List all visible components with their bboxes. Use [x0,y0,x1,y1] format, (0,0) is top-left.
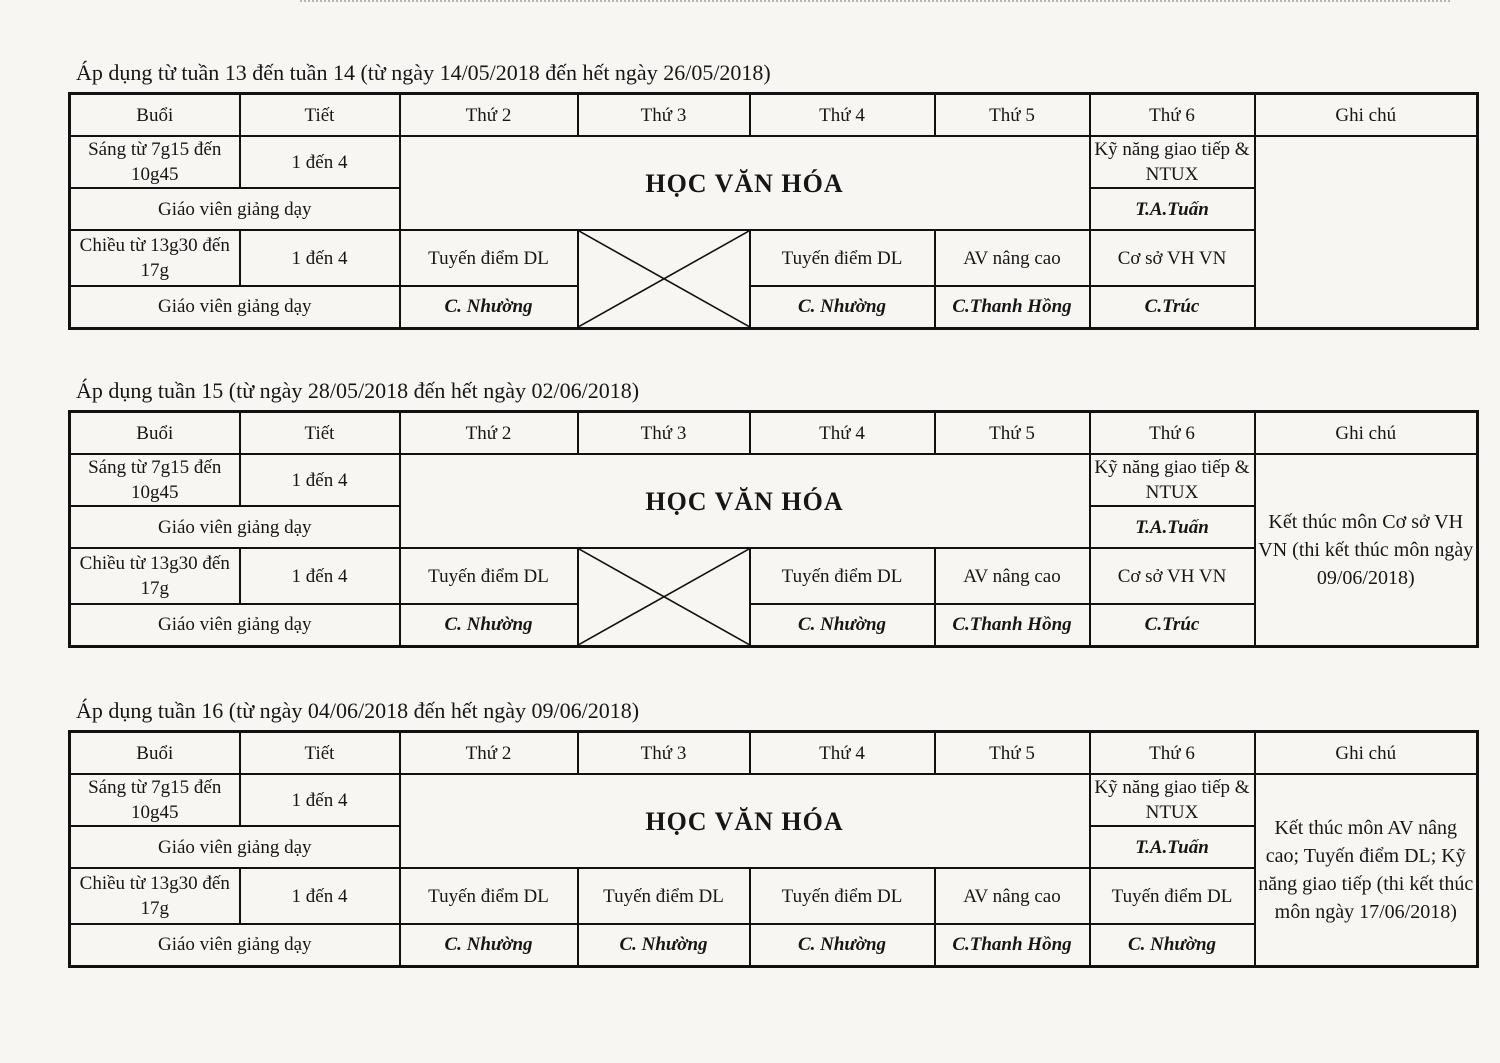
afternoon-teacher: C.Thanh Hồng [935,924,1090,966]
column-header-day: Thứ 4 [750,94,935,137]
cross-mark-icon [579,231,749,327]
column-header-day: Thứ 3 [578,94,750,137]
morning-row [70,774,1478,826]
schedule-section-1 [68,58,1478,330]
afternoon-teacher: C.Trúc [1090,604,1255,646]
column-header-period: Tiết [240,412,400,455]
schedule-table [68,92,1479,330]
culture-study-block: HỌC VĂN HÓA [400,774,1090,868]
afternoon-session-label: Chiều từ 13g30 đến 17g [70,230,240,286]
column-header-day: Thứ 5 [935,412,1090,455]
column-header-day: Thứ 2 [400,94,578,137]
column-header-day: Thứ 4 [750,732,935,775]
column-header-day: Thứ 5 [935,94,1090,137]
afternoon-teacher-label: Giáo viên giảng dạy [70,286,400,328]
afternoon-subject: AV nâng cao [935,868,1090,924]
page-top-edge [300,0,1450,6]
culture-study-block: HỌC VĂN HÓA [400,454,1090,548]
no-class-cross-cell [578,548,750,646]
afternoon-subject: Cơ sở VH VN [1090,548,1255,604]
afternoon-subject: Cơ sở VH VN [1090,230,1255,286]
schedule-table [68,730,1479,968]
friday-morning-subject: Kỹ năng giao tiếp & NTUX [1090,136,1255,188]
column-header-period: Tiết [240,732,400,775]
afternoon-teacher: C. Nhường [750,286,935,328]
morning-row [70,136,1478,188]
morning-periods: 1 đến 4 [240,454,400,506]
culture-study-block: HỌC VĂN HÓA [400,136,1090,230]
afternoon-teacher: C.Thanh Hồng [935,286,1090,328]
header-row [70,732,1478,775]
column-header-notes: Ghi chú [1255,412,1478,455]
morning-periods: 1 đến 4 [240,774,400,826]
schedule-section-3 [68,696,1478,968]
friday-morning-teacher: T.A.Tuấn [1090,188,1255,230]
afternoon-teacher: C.Thanh Hồng [935,604,1090,646]
afternoon-subject: Tuyến điểm DL [750,548,935,604]
morning-teacher-label: Giáo viên giảng dạy [70,188,400,230]
section-heading: Áp dụng từ tuần 13 đến tuần 14 (từ ngày 14/05/2018 đến hết ngày 26/05/2018) [76,60,771,85]
morning-session-label: Sáng từ 7g15 đến 10g45 [70,136,240,188]
schedule-table [68,410,1479,648]
afternoon-subject: Tuyến điểm DL [750,230,935,286]
notes-cell: Kết thúc môn Cơ sở VH VN (thi kết thúc môn ngày 09/06/2018) [1255,454,1478,646]
column-header-session: Buổi [70,412,240,455]
cross-mark-icon [579,549,749,645]
column-header-notes: Ghi chú [1255,94,1478,137]
afternoon-teacher: C.Trúc [1090,286,1255,328]
column-header-day: Thứ 2 [400,732,578,775]
friday-morning-teacher: T.A.Tuấn [1090,506,1255,548]
section-heading: Áp dụng tuần 16 (từ ngày 04/06/2018 đến hết ngày 09/06/2018) [76,698,640,723]
schedule-section-2 [68,376,1478,648]
notes-cell: Kết thúc môn AV nâng cao; Tuyến điểm DL; Kỹ năng giao tiếp (thi kết thúc môn ngày 17/06/2018) [1255,774,1478,966]
afternoon-subject: Tuyến điểm DL [578,868,750,924]
morning-session-label: Sáng từ 7g15 đến 10g45 [70,454,240,506]
afternoon-subject: Tuyến điểm DL [400,868,578,924]
column-header-day: Thứ 4 [750,412,935,455]
afternoon-periods: 1 đến 4 [240,230,400,286]
afternoon-periods: 1 đến 4 [240,548,400,604]
afternoon-teacher: C. Nhường [578,924,750,966]
column-header-day: Thứ 6 [1090,94,1255,137]
afternoon-teacher: C. Nhường [400,604,578,646]
afternoon-teacher: C. Nhường [400,924,578,966]
afternoon-subject: Tuyến điểm DL [1090,868,1255,924]
column-header-day: Thứ 3 [578,732,750,775]
afternoon-subject: Tuyến điểm DL [400,230,578,286]
column-header-period: Tiết [240,94,400,137]
afternoon-subject: AV nâng cao [935,548,1090,604]
no-class-cross-cell [578,230,750,328]
morning-periods: 1 đến 4 [240,136,400,188]
morning-teacher-label: Giáo viên giảng dạy [70,506,400,548]
friday-morning-teacher: T.A.Tuấn [1090,826,1255,868]
morning-row [70,454,1478,506]
column-header-notes: Ghi chú [1255,732,1478,775]
afternoon-teacher: C. Nhường [750,604,935,646]
morning-teacher-label: Giáo viên giảng dạy [70,826,400,868]
section-heading: Áp dụng tuần 15 (từ ngày 28/05/2018 đến hết ngày 02/06/2018) [76,378,640,403]
notes-cell [1255,136,1478,328]
afternoon-session-label: Chiều từ 13g30 đến 17g [70,548,240,604]
column-header-day: Thứ 6 [1090,412,1255,455]
afternoon-teacher: C. Nhường [400,286,578,328]
column-header-session: Buổi [70,94,240,137]
afternoon-session-label: Chiều từ 13g30 đến 17g [70,868,240,924]
column-header-day: Thứ 5 [935,732,1090,775]
friday-morning-subject: Kỹ năng giao tiếp & NTUX [1090,774,1255,826]
afternoon-teacher: C. Nhường [1090,924,1255,966]
afternoon-teacher-label: Giáo viên giảng dạy [70,604,400,646]
header-row [70,412,1478,455]
column-header-day: Thứ 2 [400,412,578,455]
header-row [70,94,1478,137]
friday-morning-subject: Kỹ năng giao tiếp & NTUX [1090,454,1255,506]
afternoon-periods: 1 đến 4 [240,868,400,924]
afternoon-teacher: C. Nhường [750,924,935,966]
column-header-session: Buổi [70,732,240,775]
afternoon-subject: AV nâng cao [935,230,1090,286]
morning-session-label: Sáng từ 7g15 đến 10g45 [70,774,240,826]
afternoon-subject: Tuyến điểm DL [400,548,578,604]
column-header-day: Thứ 6 [1090,732,1255,775]
afternoon-teacher-label: Giáo viên giảng dạy [70,924,400,966]
afternoon-subject: Tuyến điểm DL [750,868,935,924]
column-header-day: Thứ 3 [578,412,750,455]
